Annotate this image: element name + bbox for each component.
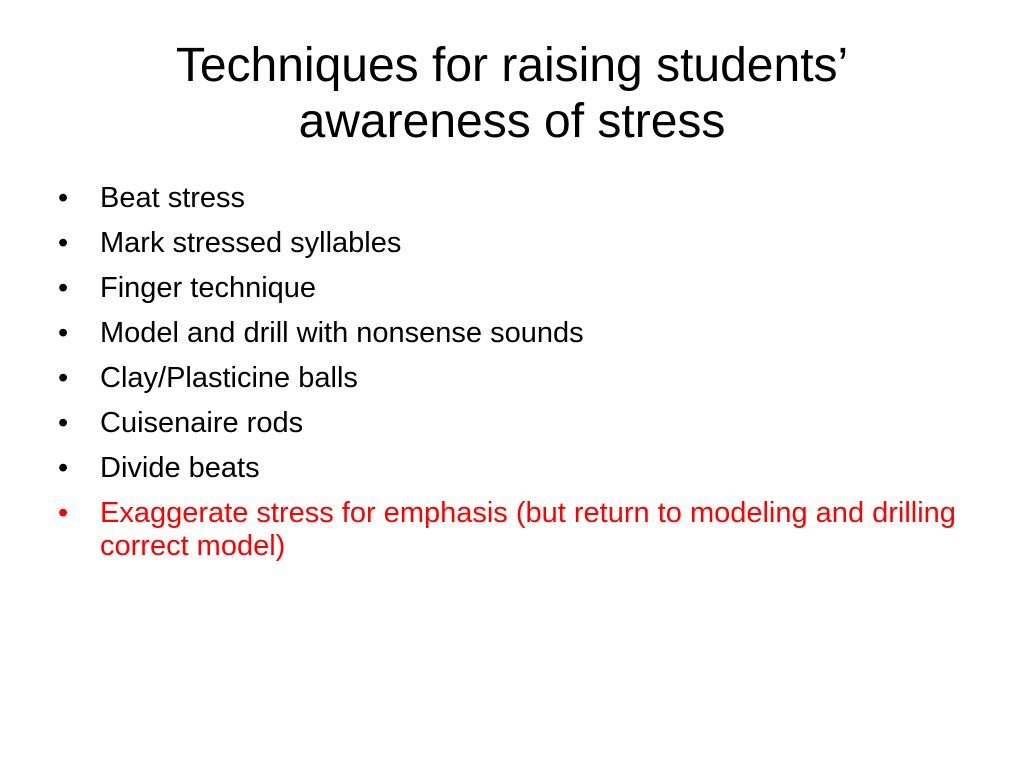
bullet-item-cuisenaire-rods: [58, 407, 958, 440]
bullet-item-finger-technique: [58, 272, 958, 305]
bullet-text: Divide beats: [100, 452, 260, 484]
bullet-item-divide-beats: [58, 452, 958, 485]
bullet-item-mark-stressed-syllables: [58, 227, 958, 260]
slide-title-line: Techniques for raising students’: [175, 39, 849, 92]
bullet-item-beat-stress: [58, 182, 958, 215]
bullet-text: Exaggerate stress for emphasis (but return to modeling and drilling correct model): [100, 497, 956, 562]
bullet-text: Cuisenaire rods: [100, 407, 304, 439]
bullet-text: Finger technique: [100, 272, 317, 304]
bullet-icon: •: [58, 362, 69, 394]
bullet-icon: •: [58, 227, 69, 259]
bullet-icon: •: [58, 182, 69, 214]
bullet-icon: •: [58, 407, 69, 439]
bullet-item-model-and-drill: [58, 317, 958, 350]
bullet-icon: •: [58, 452, 69, 484]
bullet-text: Mark stressed syllables: [100, 227, 402, 259]
bullet-item-exaggerate-stress: [58, 497, 958, 563]
bullet-icon: •: [58, 497, 69, 529]
bullet-icon: •: [58, 317, 69, 349]
bullet-item-clay-plasticine-balls: [58, 362, 958, 395]
bullet-text: Model and drill with nonsense sounds: [100, 317, 584, 349]
slide-title-line: awareness of stress: [298, 95, 726, 148]
bullet-icon: •: [58, 272, 69, 304]
slide-title: [60, 38, 964, 150]
bullet-list: [58, 182, 958, 575]
bullet-text: Beat stress: [100, 182, 246, 214]
bullet-text: Clay/Plasticine balls: [100, 362, 358, 394]
